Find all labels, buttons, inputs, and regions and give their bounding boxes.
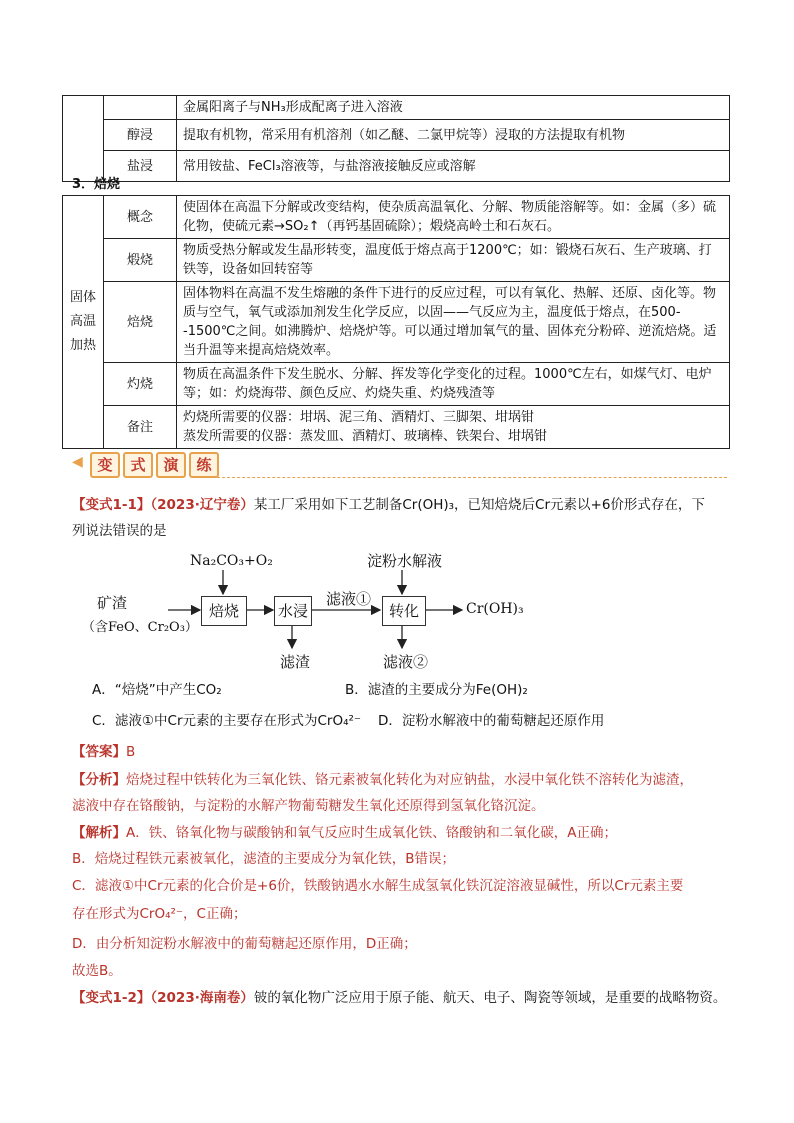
table-row bbox=[63, 196, 730, 239]
row-label: 概念 bbox=[104, 196, 177, 239]
group-cell bbox=[63, 96, 104, 182]
row-desc: 常用铵盐、FeCl₃溶液等，与盐溶液接触反应或溶解 bbox=[177, 151, 730, 182]
explanation-text: C．滤液①中Cr元素的化合价是+6价，铁酸钠遇水水解生成氢氧化铁沉淀溶液显碱性，所以Cr元素主要 bbox=[72, 878, 684, 894]
table-row bbox=[63, 151, 730, 182]
answer-tag: 【答案】 bbox=[72, 744, 126, 760]
stem-text: 某工厂采用如下工艺制备Cr(OH)₃，已知焙烧后Cr元素以+6价形式存在，下 bbox=[253, 497, 705, 513]
explanation-text: D．由分析知淀粉水解液中的葡萄糖起还原作用，D正确； bbox=[72, 936, 417, 952]
speaker-icon: ◀ bbox=[72, 454, 83, 470]
table-row bbox=[63, 96, 730, 120]
option-a: A．“焙烧”中产生CO₂ bbox=[92, 682, 222, 698]
table-row bbox=[63, 239, 730, 282]
row-desc: 物质受热分解或发生晶形转变，温度低于熔点高于1200℃；如：锻烧石灰石、生产玻璃、打铁等，设备如回转窑等 bbox=[177, 239, 730, 282]
row-label bbox=[104, 96, 177, 120]
row-desc: 固体物料在高温不发生熔融的条件下进行的反应过程，可以有氧化、热解、还原、卤化等。物质与空气，氧气或添加剂发生化学反应，以固——气反应为主，温度低于熔点，在500--1500℃之间。如沸腾炉、焙烧炉等。可以通过增加氧气的量、固体充分粉碎、逆流焙烧。适当升温等来提高焙烧效率。 bbox=[177, 282, 730, 363]
analysis-text: 焙烧过程中铁转化为三氧化铁、铬元素被氧化转化为对应钠盐，水浸中氧化铁不溶转化为滤渣， bbox=[126, 772, 693, 788]
table-row bbox=[63, 120, 730, 151]
row-label: 盐浸 bbox=[104, 151, 177, 182]
residue-label: 滤渣 bbox=[280, 653, 311, 671]
reagent-label: Na₂CO₃+O₂ bbox=[190, 553, 273, 569]
answer-value: B bbox=[126, 744, 136, 760]
table-row bbox=[63, 282, 730, 363]
group-label: 固体高温加热 bbox=[63, 196, 104, 449]
start-material: 矿渣 bbox=[97, 594, 128, 612]
filtrate-label: 滤液② bbox=[383, 653, 429, 671]
row-desc: 物质在高温条件下发生脱水、分解、挥发等化学变化的过程。1000℃左右，如煤气灯、电炉等；如：灼烧海带、颜色反应、灼烧失重、灼烧残渣等 bbox=[177, 363, 730, 406]
explanation-tag: 【解析】 bbox=[72, 825, 126, 841]
banner-char: 变 bbox=[90, 452, 120, 478]
option-c: C．滤液①中Cr元素的主要存在形式为CrO₄²⁻ bbox=[92, 713, 362, 729]
row-label: 备注 bbox=[104, 406, 177, 449]
table-row bbox=[63, 406, 730, 449]
row-desc: 提取有机物，常采用有机溶剂（如乙醚、二氯甲烷等）浸取的方法提取有机物 bbox=[177, 120, 730, 151]
section-title: 3．焙烧 bbox=[72, 177, 121, 192]
filtrate-label: 滤液① bbox=[326, 590, 372, 608]
analysis-line bbox=[72, 769, 693, 791]
question-tag: 【变式1-1】 bbox=[72, 497, 151, 513]
question-tag: 【变式1-2】 bbox=[72, 990, 151, 1006]
row-label: 焙烧 bbox=[104, 282, 177, 363]
question-stem bbox=[72, 494, 705, 516]
analysis-tag: 【分析】 bbox=[72, 772, 126, 788]
answer-line bbox=[72, 741, 135, 763]
question-stem-cont: 列说法错误的是 bbox=[72, 523, 167, 539]
row-desc: 使固体在高温下分解或改变结构，使杂质高温氧化、分解、物质能溶解等。如：金属（多）硫化物，使硫元素→SO₂↑（再钙基固硫除）；煅烧高岭土和石灰石。 bbox=[177, 196, 730, 239]
explanation-text: B．焙烧过程铁元素被氧化，滤渣的主要成分为氧化铁，B错误； bbox=[72, 851, 456, 867]
start-material-detail: （含FeO、Cr₂O₃） bbox=[82, 620, 198, 635]
practice-banner bbox=[72, 450, 727, 482]
question-stem bbox=[72, 987, 726, 1009]
leaching-table bbox=[62, 95, 730, 182]
question-source: （2023·辽宁卷） bbox=[150, 497, 254, 513]
question-source: （2023·海南卷） bbox=[150, 990, 254, 1006]
process-box: 水浸 bbox=[274, 596, 312, 626]
process-box: 焙烧 bbox=[201, 596, 247, 626]
row-desc: 灼烧所需要的仪器：坩埚、泥三角、酒精灯、三脚架、坩埚钳 蒸发所需要的仪器：蒸发皿、酒精灯、玻璃棒、铁架台、坩埚钳 bbox=[177, 406, 730, 449]
stem-text: 铍的氧化物广泛应用于原子能、航天、电子、陶瓷等领域，是重要的战略物资。 bbox=[253, 990, 727, 1006]
roasting-table bbox=[62, 195, 730, 449]
analysis-text-cont: 滤液中存在铬酸钠，与淀粉的水解产物葡萄糖发生氧化还原得到氢氧化铬沉淀。 bbox=[72, 798, 545, 814]
explanation-text: 存在形式为CrO₄²⁻，C正确； bbox=[72, 906, 247, 922]
explanation-text: A．铁、铬氧化物与碳酸钠和氧气反应时生成氧化铁、铬酸钠和二氧化碳，A正确； bbox=[126, 825, 617, 841]
banner-char: 练 bbox=[189, 452, 219, 478]
explanation-line bbox=[72, 822, 617, 844]
banner-char: 演 bbox=[156, 452, 186, 478]
product-label: Cr(OH)₃ bbox=[466, 601, 524, 617]
option-b: B．滤渣的主要成分为Fe(OH)₂ bbox=[345, 682, 528, 698]
conclusion-text: 故选B。 bbox=[72, 963, 122, 979]
process-flow-diagram bbox=[80, 548, 560, 673]
row-label: 煅烧 bbox=[104, 239, 177, 282]
banner-title bbox=[90, 452, 222, 478]
banner-char: 式 bbox=[123, 452, 153, 478]
banner-divider bbox=[212, 477, 727, 478]
row-label: 灼烧 bbox=[104, 363, 177, 406]
option-d: D．淀粉水解液中的葡萄糖起还原作用 bbox=[378, 713, 605, 729]
table-row bbox=[63, 363, 730, 406]
process-box: 转化 bbox=[382, 596, 426, 626]
reagent-label: 淀粉水解液 bbox=[367, 552, 443, 570]
row-label: 醇浸 bbox=[104, 120, 177, 151]
row-desc: 金属阳离子与NH₃形成配离子进入溶液 bbox=[177, 96, 730, 120]
